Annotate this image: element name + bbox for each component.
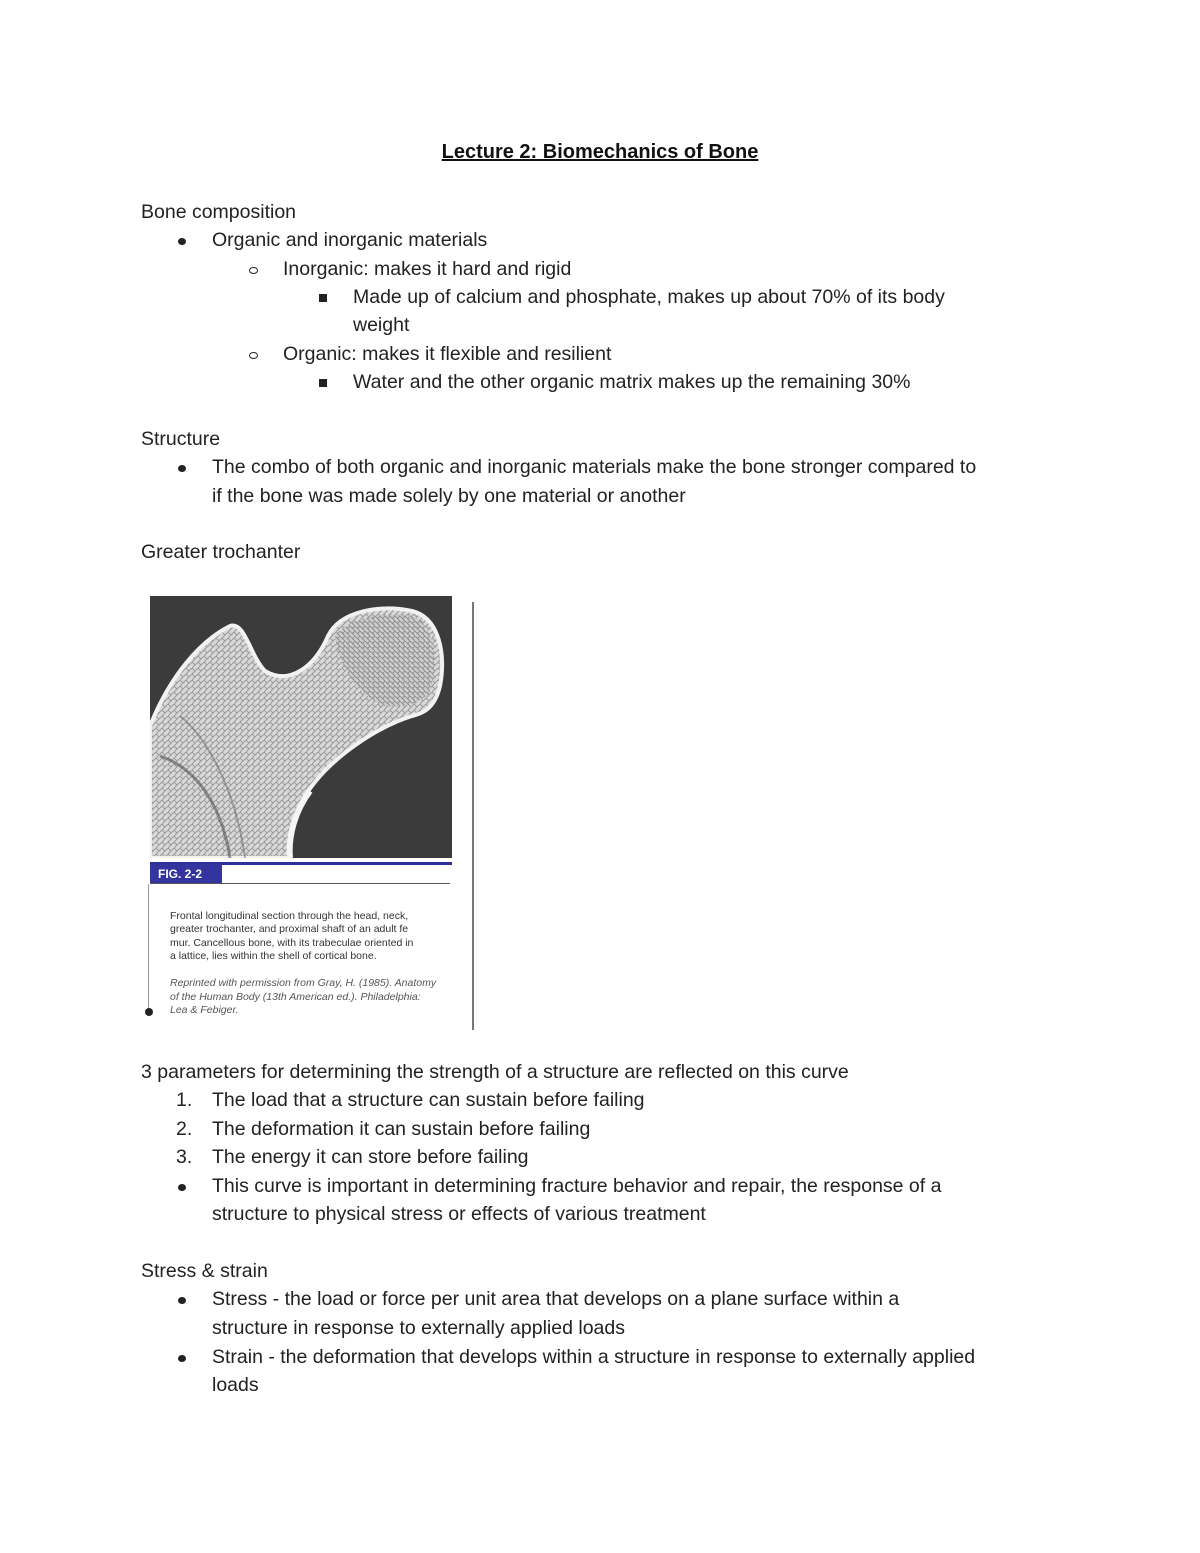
list-item-continuation: if the bone was made solely by one material or another [212, 485, 686, 507]
bullet-dot-icon [172, 1287, 192, 1311]
bullet-dot-icon [172, 228, 192, 252]
bullet-dot-icon [172, 1174, 192, 1198]
list-item: Organic: makes it flexible and resilient [283, 343, 612, 365]
figure-caption-block [170, 896, 452, 1031]
femur-section-image [150, 596, 452, 858]
figure-label: FIG. 2-2 [150, 864, 222, 884]
list-number: 2. [176, 1118, 193, 1140]
list-item: Organic and inorganic materials [212, 229, 488, 251]
list-item: The deformation it can sustain before failing [212, 1118, 591, 1140]
bullet-dot-icon [172, 1345, 192, 1369]
list-item: Strain - the deformation that develops within a structure in response to externally applied [212, 1346, 976, 1368]
figure-edge-line [472, 602, 474, 1030]
bullet-circle-icon [243, 342, 263, 366]
section-heading-trochanter: Greater trochanter [141, 541, 301, 563]
list-item-continuation: weight [353, 314, 410, 336]
list-item: The energy it can store before failing [212, 1146, 529, 1168]
list-item: Stress - the load or force per unit area that develops on a plane surface within a [212, 1288, 900, 1310]
bullet-square-icon [313, 370, 333, 394]
figure-rule [150, 883, 450, 884]
list-item: The load that a structure can sustain before failing [212, 1089, 645, 1111]
list-item-continuation: loads [212, 1374, 259, 1396]
section-heading-stress: Stress & strain [141, 1260, 268, 1282]
list-item: Water and the other organic matrix makes up the remaining 30% [353, 371, 911, 393]
list-item: The combo of both organic and inorganic materials make the bone stronger compared to [212, 456, 977, 478]
bullet-dot-icon [172, 455, 192, 479]
figure-credit: Reprinted with permission from Gray, H. (1985). Anatomy of the Human Body (13th American ed.). Philadelphia: Lea & Febiger. [170, 977, 437, 1016]
section-heading-structure: Structure [141, 428, 221, 450]
bullet-circle-icon [243, 257, 263, 281]
figure-caption: Frontal longitudinal section through the head, neck, greater trochanter, and proximal shaft of an adult fe mur. Cancellous bone, with its trabeculae oriented in a lattice, lies within the shell of cortical bone. [170, 909, 414, 962]
page-title: Lecture 2: Biomechanics of Bone [441, 141, 759, 163]
bullet-square-icon [313, 285, 333, 309]
list-number: 1. [176, 1089, 193, 1111]
list-item-continuation: structure in response to externally applied loads [212, 1317, 625, 1339]
list-item-continuation: structure to physical stress or effects of various treatment [212, 1203, 706, 1225]
femur-bone-illustration [150, 596, 452, 858]
list-number: 3. [176, 1146, 193, 1168]
paragraph: 3 parameters for determining the strength of a structure are reflected on this curve [141, 1061, 849, 1083]
figure-edge-line [148, 884, 149, 1012]
anchor-dot-icon [145, 1008, 153, 1016]
femur-figure [148, 594, 478, 1030]
list-item: This curve is important in determining fracture behavior and repair, the response of a [212, 1175, 942, 1197]
list-item: Made up of calcium and phosphate, makes up about 70% of its body [353, 286, 945, 308]
list-item: Inorganic: makes it hard and rigid [283, 258, 572, 280]
section-heading-composition: Bone composition [141, 201, 297, 223]
